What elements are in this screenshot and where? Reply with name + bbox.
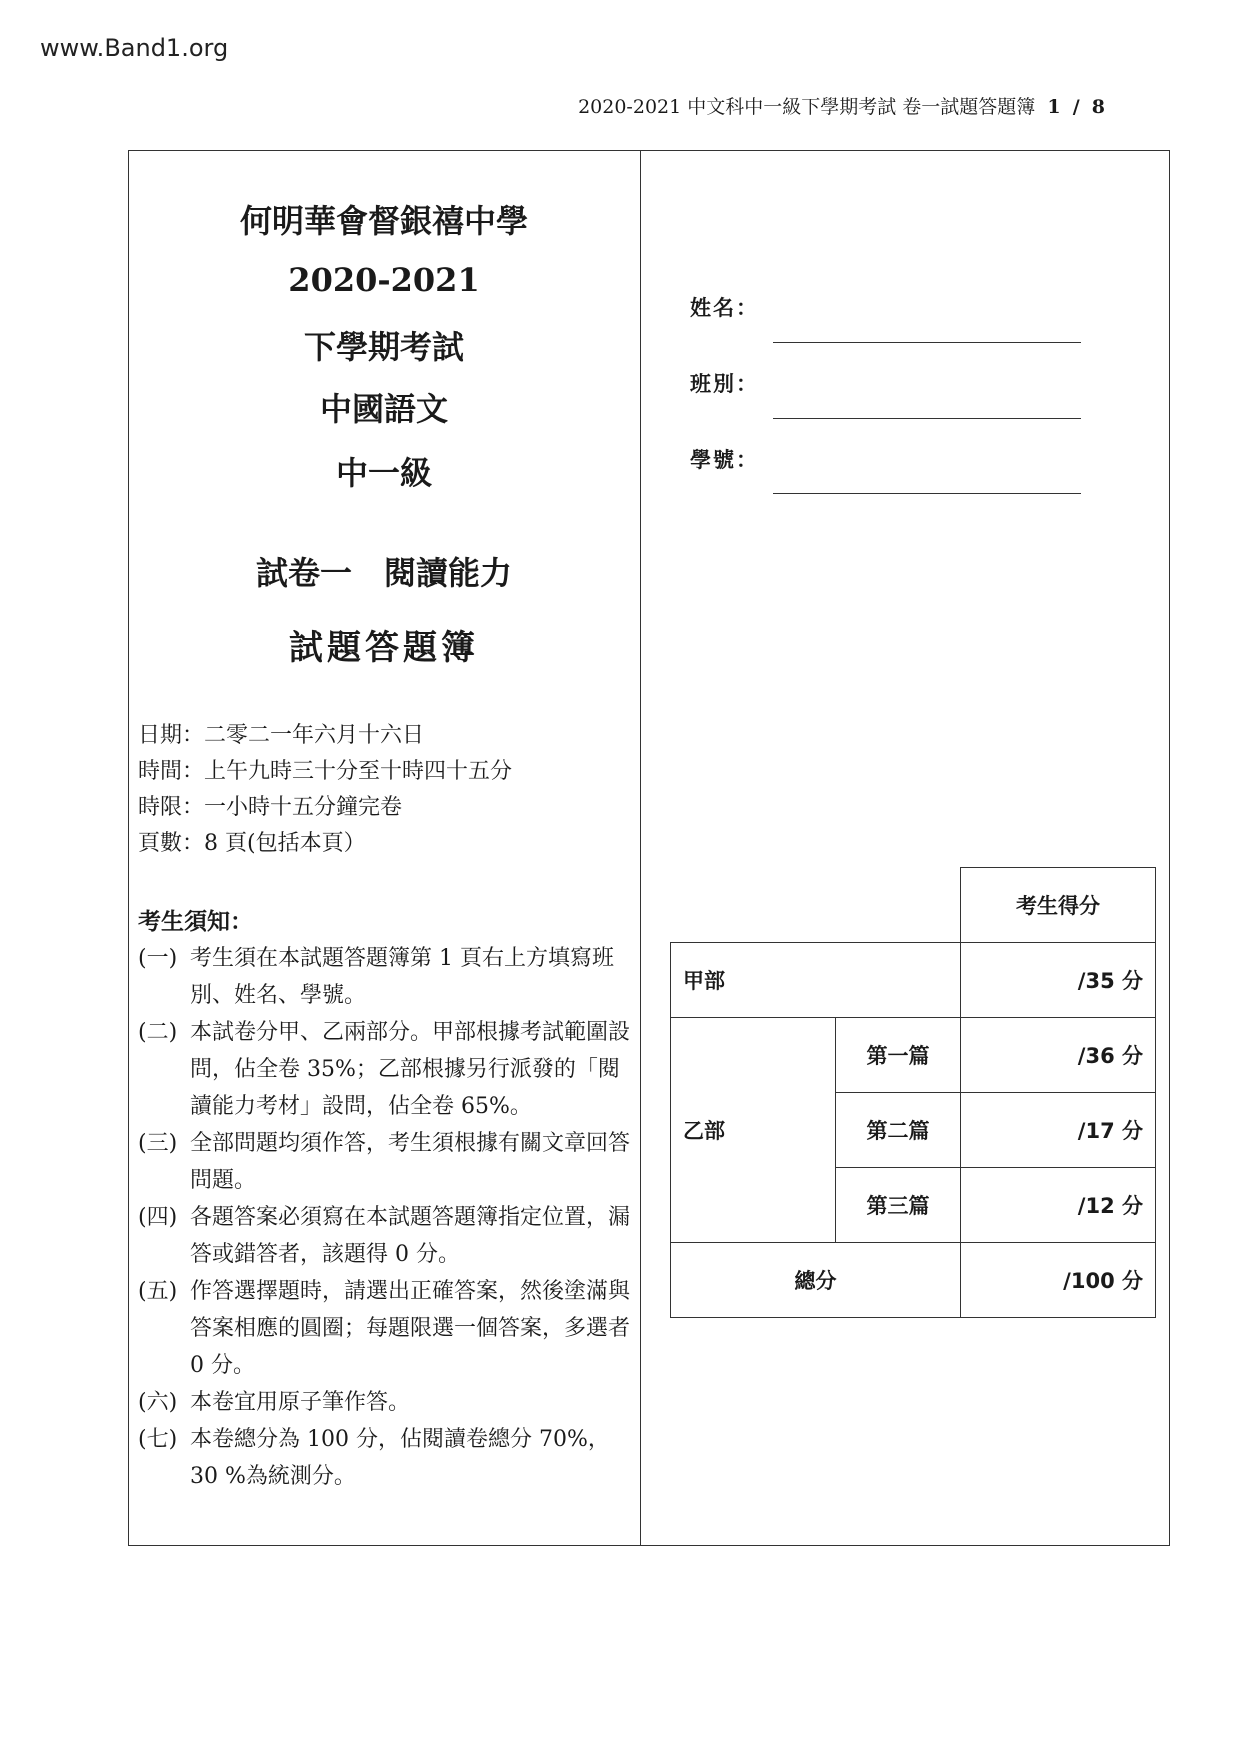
- page-count: 頁數：8 頁(包括本頁）: [138, 831, 366, 856]
- page-separator: /: [1072, 96, 1080, 118]
- notice-text: 本卷總分為 100 分，佔閱讀卷總分 70%，30 %為統測分。: [190, 1427, 610, 1489]
- notice-number: (七): [138, 1427, 178, 1452]
- total-score[interactable]: /100 分: [961, 1243, 1156, 1318]
- exam-time: 時間：上午九時三十分至十時四十五分: [138, 759, 513, 784]
- grade-level: 中一級: [335, 454, 432, 492]
- notice-number: (五): [138, 1279, 178, 1304]
- header-title: 2020-2021 中文科中一級下學期考試 卷一試題答題簿: [578, 96, 1036, 118]
- passage-2-label: 第二篇: [836, 1093, 961, 1168]
- score-table-corner: [671, 868, 961, 943]
- notice-text: 本試卷分甲、乙兩部分。甲部根據考試範圍設問，佔全卷 35%；乙部根據另行派發的「閱讀能力考材」設問，佔全卷 65%。: [190, 1020, 631, 1119]
- total-label: 總分: [671, 1243, 961, 1318]
- notice-number: (四): [138, 1205, 178, 1230]
- name-field[interactable]: [773, 342, 1081, 343]
- site-watermark: www.Band1.org: [40, 34, 229, 62]
- notice-text: 作答選擇題時，請選出正確答案，然後塗滿與答案相應的圓圈；每題限選一個答案，多選者 0 分。: [190, 1279, 631, 1378]
- school-year: 2020-2021: [288, 261, 480, 299]
- passage-1-label: 第一篇: [836, 1018, 961, 1093]
- notice-item: [138, 1199, 636, 1273]
- notice-text: 考生須在本試題答題簿第 1 頁右上方填寫班別、姓名、學號。: [190, 946, 614, 1008]
- passage-1-score[interactable]: /36 分: [961, 1018, 1156, 1093]
- notice-text: 各題答案必須寫在本試題答題簿指定位置，漏答或錯答者，該題得 0 分。: [190, 1205, 631, 1267]
- score-header: 考生得分: [961, 868, 1156, 943]
- notice-item: [138, 1273, 636, 1384]
- notice-item: [138, 1125, 636, 1199]
- notice-number: (二): [138, 1020, 178, 1045]
- exam-info: [138, 718, 512, 862]
- student-number-label: 學號：: [690, 447, 759, 472]
- score-table: [670, 867, 1156, 1318]
- notice-number: (六): [138, 1390, 178, 1415]
- page-current: 1: [1047, 96, 1061, 118]
- notice-text: 全部問題均須作答，考生須根據有關文章回答問題。: [190, 1131, 631, 1193]
- column-divider: [640, 150, 641, 1546]
- notice-number: (三): [138, 1131, 178, 1156]
- class-field[interactable]: [773, 418, 1081, 419]
- passage-3-label: 第三篇: [836, 1168, 961, 1243]
- name-label: 姓名：: [690, 295, 759, 320]
- part-a-score[interactable]: /35 分: [961, 943, 1156, 1018]
- notice-text: 本卷宜用原子筆作答。: [190, 1390, 411, 1415]
- page-total: 8: [1091, 96, 1105, 118]
- notice-heading: 考生須知：: [138, 908, 253, 935]
- notice-number: (一): [138, 946, 178, 971]
- notice-item: [138, 940, 636, 1014]
- class-label: 班別：: [690, 371, 759, 396]
- part-b-label: 乙部: [671, 1018, 836, 1243]
- notice-item: [138, 1014, 636, 1125]
- exam-date: 日期：二零二一年六月十六日: [138, 723, 425, 748]
- page-header: [560, 92, 1105, 119]
- passage-3-score[interactable]: /12 分: [961, 1168, 1156, 1243]
- passage-2-score[interactable]: /17 分: [961, 1093, 1156, 1168]
- exam-term: 下學期考試: [303, 328, 464, 366]
- booklet-title: 試題答題簿: [289, 628, 479, 668]
- notice-list: [138, 940, 636, 1495]
- subject-name: 中國語文: [319, 390, 448, 428]
- exam-duration: 時限：一小時十五分鐘完卷: [138, 795, 403, 820]
- part-a-label: 甲部: [671, 943, 961, 1018]
- student-number-field[interactable]: [773, 493, 1081, 494]
- paper-title: 試卷一 閱讀能力: [255, 554, 512, 592]
- notice-item: [138, 1384, 636, 1421]
- school-name: 何明華會督銀禧中學: [239, 202, 528, 240]
- notice-item: [138, 1421, 636, 1495]
